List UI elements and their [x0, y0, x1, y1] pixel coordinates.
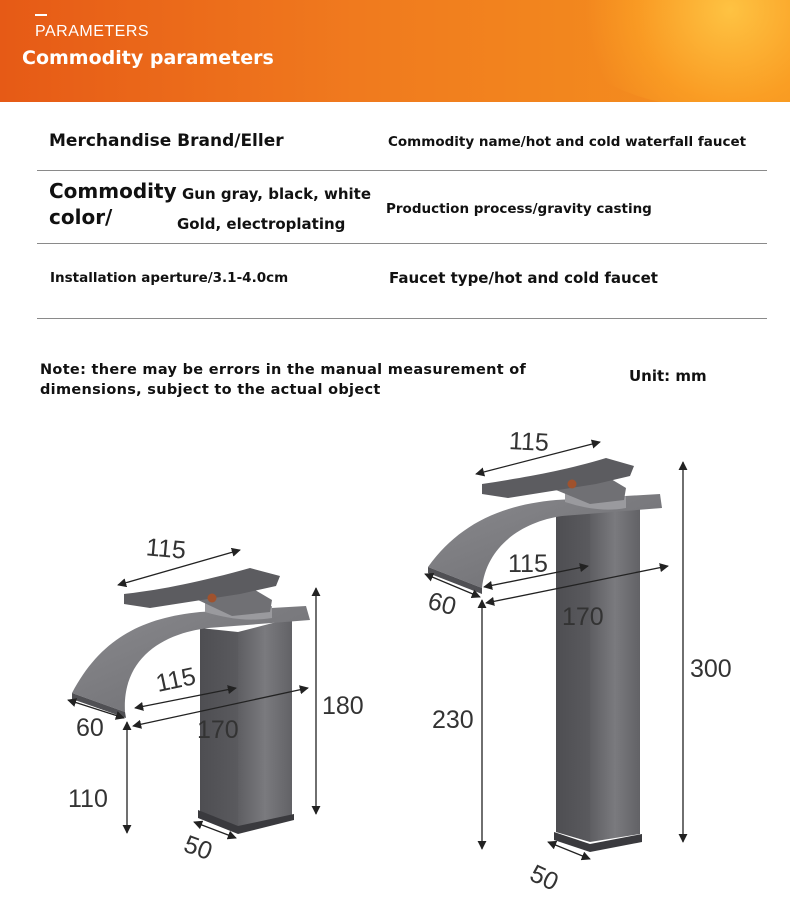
short-label-spout-height: 110	[68, 785, 108, 813]
short-label-handle: 115	[144, 533, 188, 565]
param-color-label-2: color/	[49, 205, 113, 229]
short-lever-dot	[208, 594, 217, 603]
note-line-2: dimensions, subject to the actual object	[40, 382, 381, 398]
banner-tick	[35, 14, 47, 16]
unit-label: Unit: mm	[629, 367, 707, 385]
param-process: Production process/gravity casting	[386, 201, 652, 217]
param-aperture: Installation aperture/3.1-4.0cm	[50, 270, 289, 286]
tall-label-spout: 115	[508, 550, 548, 578]
tall-label-base: 50	[525, 859, 563, 897]
param-color-value-1: Gun gray, black, white	[182, 185, 372, 203]
table-divider-1	[37, 170, 767, 171]
tall-label-depth: 60	[424, 586, 460, 622]
tall-label-handle: 115	[508, 426, 550, 458]
short-body-front	[238, 618, 292, 828]
banner-title: Commodity parameters	[22, 47, 274, 69]
tall-body-side	[556, 507, 590, 842]
tall-label-spout-height: 230	[432, 706, 474, 734]
param-name: Commodity name/hot and cold waterfall faucet	[388, 134, 747, 150]
short-label-reach: 170	[197, 716, 239, 744]
tall-label-height: 300	[690, 655, 732, 683]
table-divider-2	[37, 243, 767, 244]
tall-lever-dot	[568, 480, 577, 489]
param-color-label-1: Commodity	[49, 179, 177, 203]
banner-glow	[550, 0, 790, 102]
short-label-spout: 115	[153, 662, 199, 698]
header-banner	[0, 0, 790, 102]
table-divider-3	[37, 318, 767, 319]
short-label-base: 50	[180, 830, 216, 866]
param-brand: Merchandise Brand/Eller	[49, 131, 284, 151]
note-line-1: Note: there may be errors in the manual measurement of	[40, 362, 527, 378]
banner-subtitle: PARAMETERS	[35, 23, 150, 40]
tall-label-reach: 170	[562, 603, 604, 631]
faucet-tall	[425, 442, 683, 859]
short-label-height: 180	[322, 692, 364, 720]
param-faucet-type: Faucet type/hot and cold faucet	[389, 269, 658, 287]
short-label-depth: 60	[76, 714, 104, 742]
faucet-diagrams	[0, 400, 790, 905]
tall-body-front	[590, 500, 640, 842]
param-color-value-2: Gold, electroplating	[177, 215, 346, 233]
